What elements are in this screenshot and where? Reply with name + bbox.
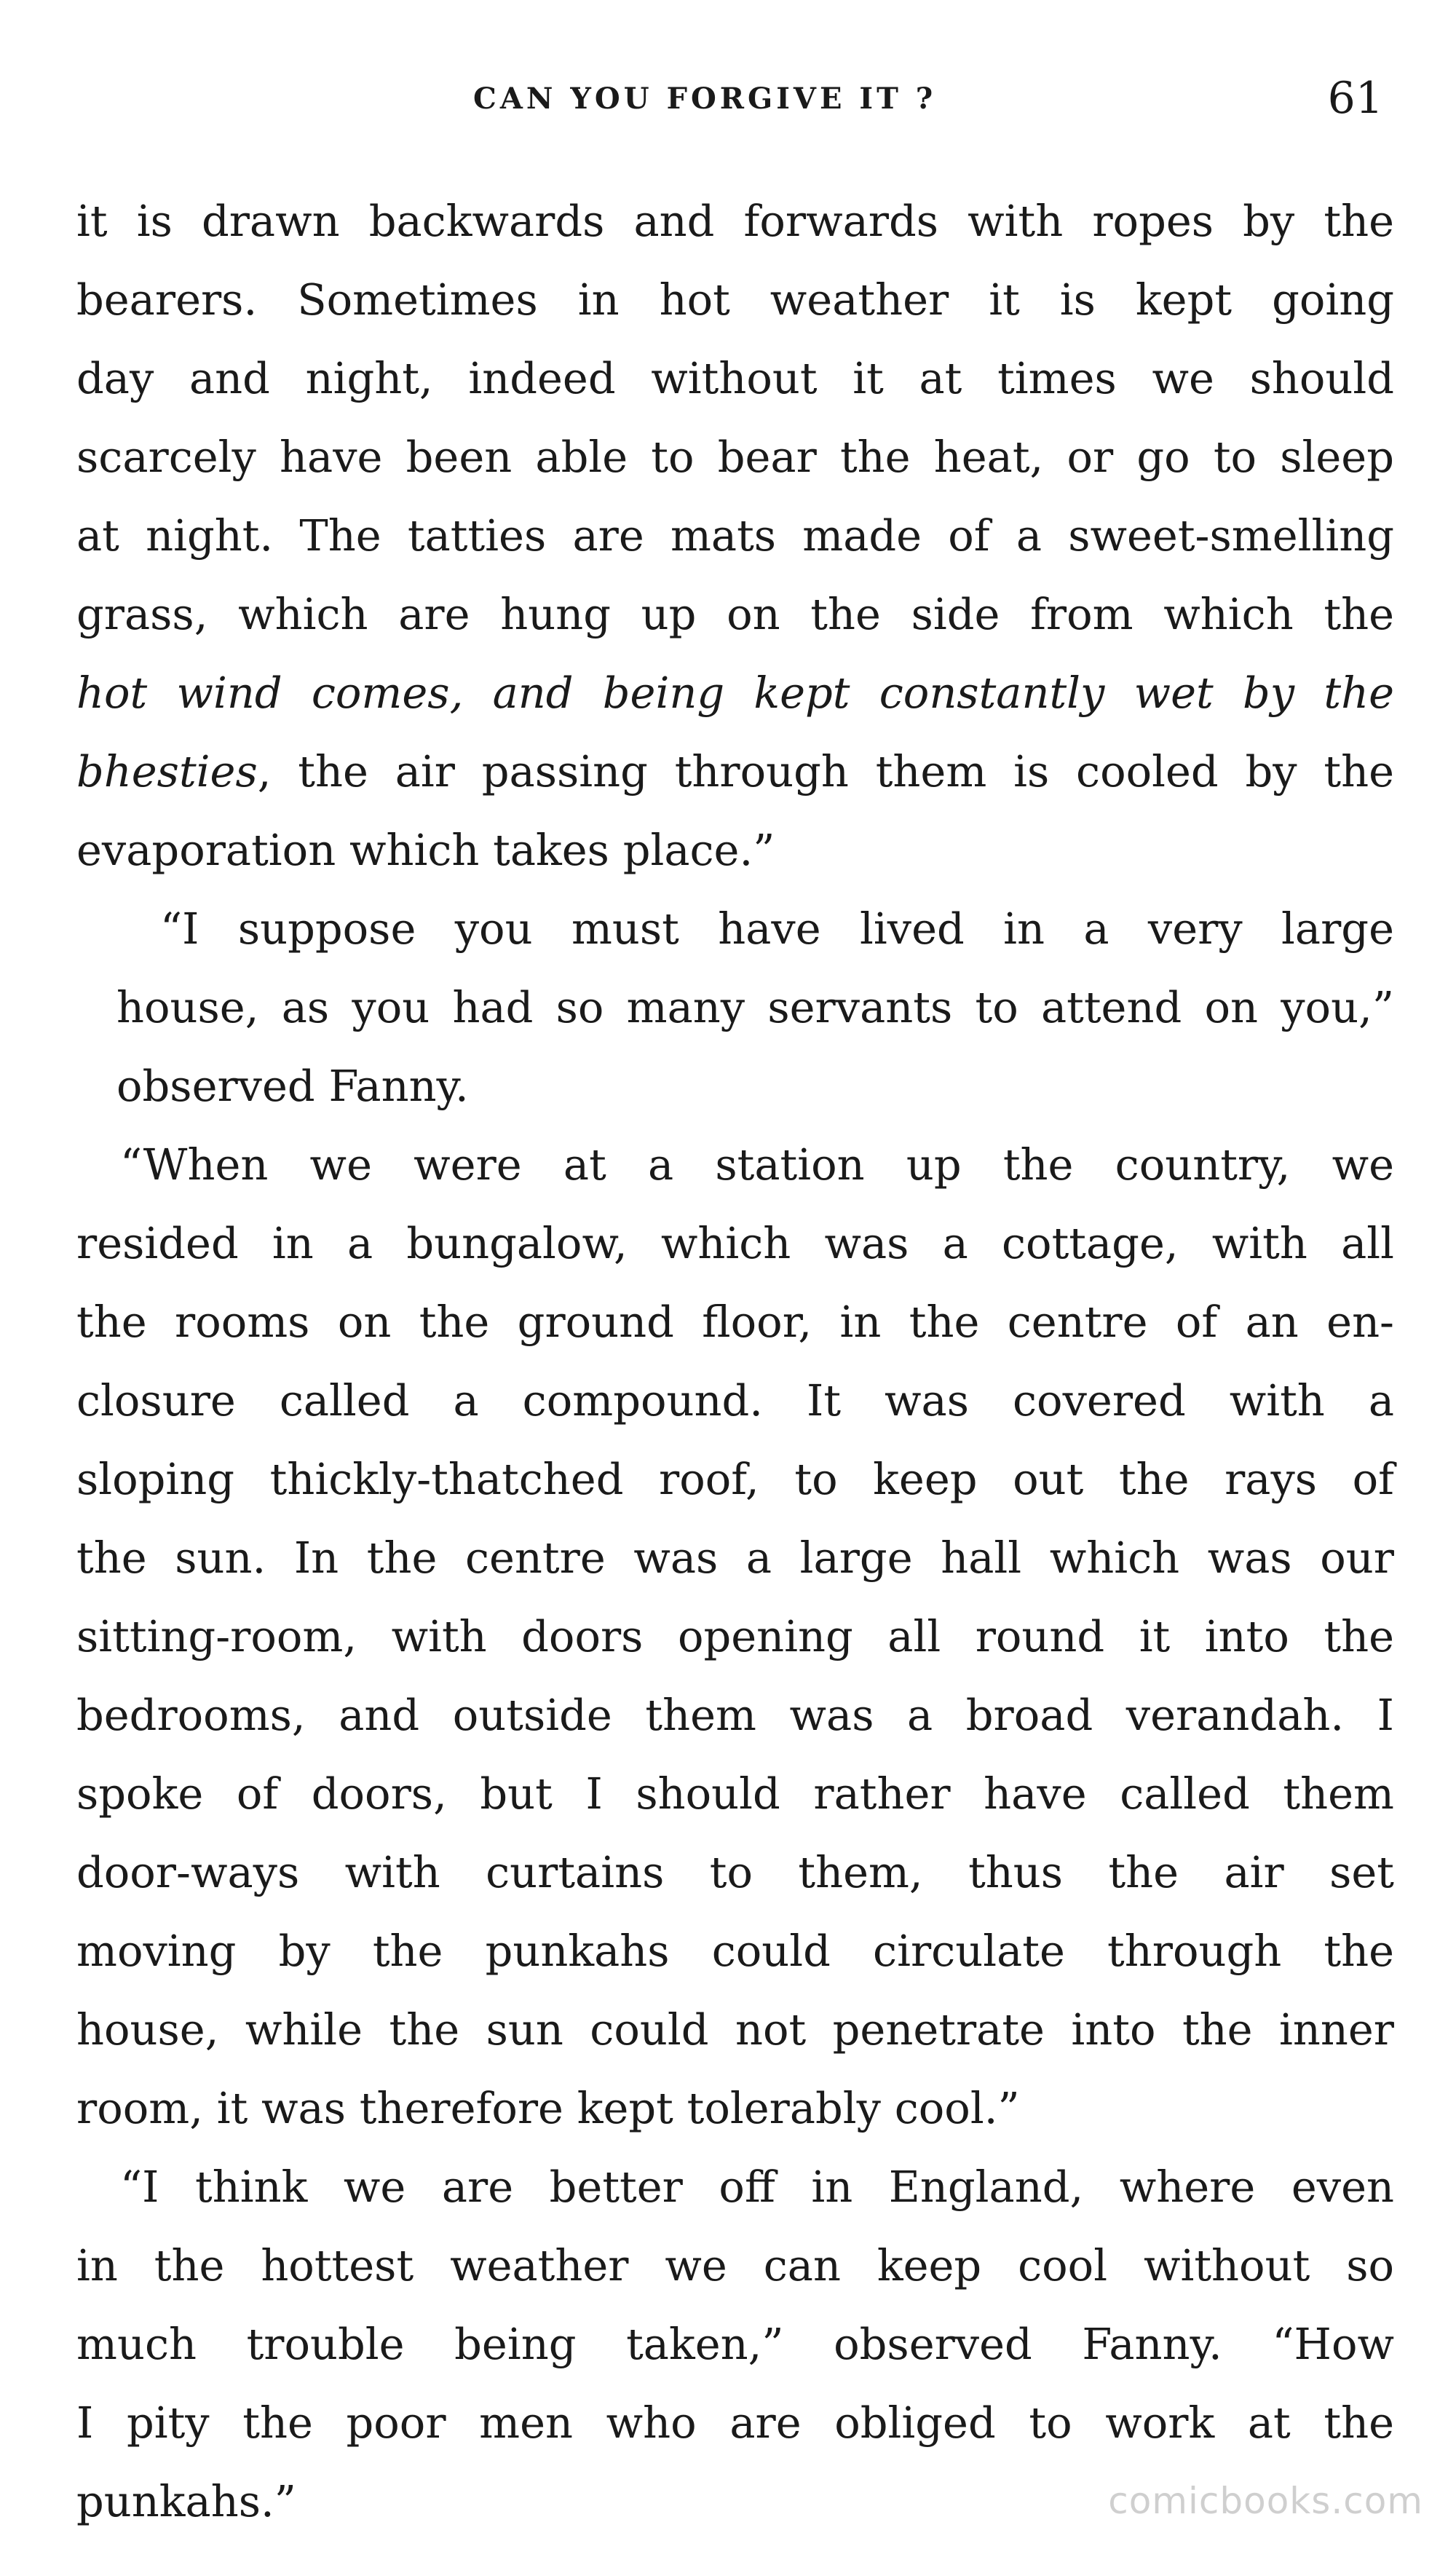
text-line: room, it was therefore kept tolerably cool.”	[76, 2083, 1020, 2133]
body-text	[76, 182, 1394, 2541]
text-line: the rooms on the ground floor, in the centre of an en-	[76, 1297, 1394, 1347]
text-line: at night. The tatties are mats made of a sweet-smelling	[76, 510, 1394, 561]
text-line: bhesties, the air passing through them is cooled by the	[76, 746, 1394, 797]
text-line: hot wind comes, and being kept constantly wet by the	[76, 668, 1394, 718]
text-line: grass, which are hung up on the side from which the	[76, 589, 1394, 639]
text-line: moving by the punkahs could circulate through the	[76, 1926, 1394, 1976]
paragraph-2	[76, 890, 1394, 1126]
text-line: resided in a bungalow, which was a cottage, with all	[76, 1218, 1394, 1268]
text-line: it is drawn backwards and forwards with ropes by the	[76, 196, 1394, 246]
text-line: sitting-room, with doors opening all round it into the	[76, 1611, 1394, 1661]
text-line: “When we were at a station up the country, we	[120, 1139, 1394, 1190]
text-line: closure called a compound. It was covered with a	[76, 1375, 1394, 1426]
text-line: observed Fanny.	[116, 1061, 469, 1111]
text-line: sloping thickly-thatched roof, to keep out the rays of	[76, 1454, 1394, 1504]
text-line: in the hottest weather we can keep cool without so	[76, 2240, 1394, 2291]
text-line: bearers. Sometimes in hot weather it is kept going	[76, 274, 1394, 325]
running-title: CAN YOU FORGIVE IT ?	[473, 82, 937, 116]
text-line: spoke of doors, but I should rather have called them	[76, 1768, 1394, 1819]
paragraph-3	[76, 1126, 1394, 2148]
text-line: much trouble being taken,” observed Fanny. “How	[76, 2319, 1394, 2369]
text-line: day and night, indeed without it at times we should	[76, 353, 1394, 403]
text-line: “I suppose you must have lived in a very large	[160, 904, 1394, 954]
text-line: the sun. In the centre was a large hall which was our	[76, 1533, 1394, 1583]
running-header	[80, 73, 1390, 146]
text-line: punkahs.”	[76, 2476, 296, 2526]
text-line: house, as you had so many servants to attend on you,”	[116, 982, 1394, 1032]
page-number: 61	[1327, 73, 1383, 124]
text-line: I pity the poor men who are obliged to work at the	[76, 2398, 1394, 2448]
text-line: house, while the sun could not penetrate into the inner	[76, 2004, 1394, 2055]
text-line: “I think we are better off in England, where even	[120, 2162, 1394, 2212]
text-line: evaporation which takes place.”	[76, 825, 775, 875]
paragraph-1	[76, 182, 1394, 890]
text-line: scarcely have been able to bear the heat, or go to sleep	[76, 432, 1394, 482]
text-line: bedrooms, and outside them was a broad verandah. I	[76, 1690, 1394, 1740]
text-line: door-ways with curtains to them, thus the air set	[76, 1847, 1394, 1897]
watermark: comicbooks.com	[1108, 2480, 1423, 2522]
